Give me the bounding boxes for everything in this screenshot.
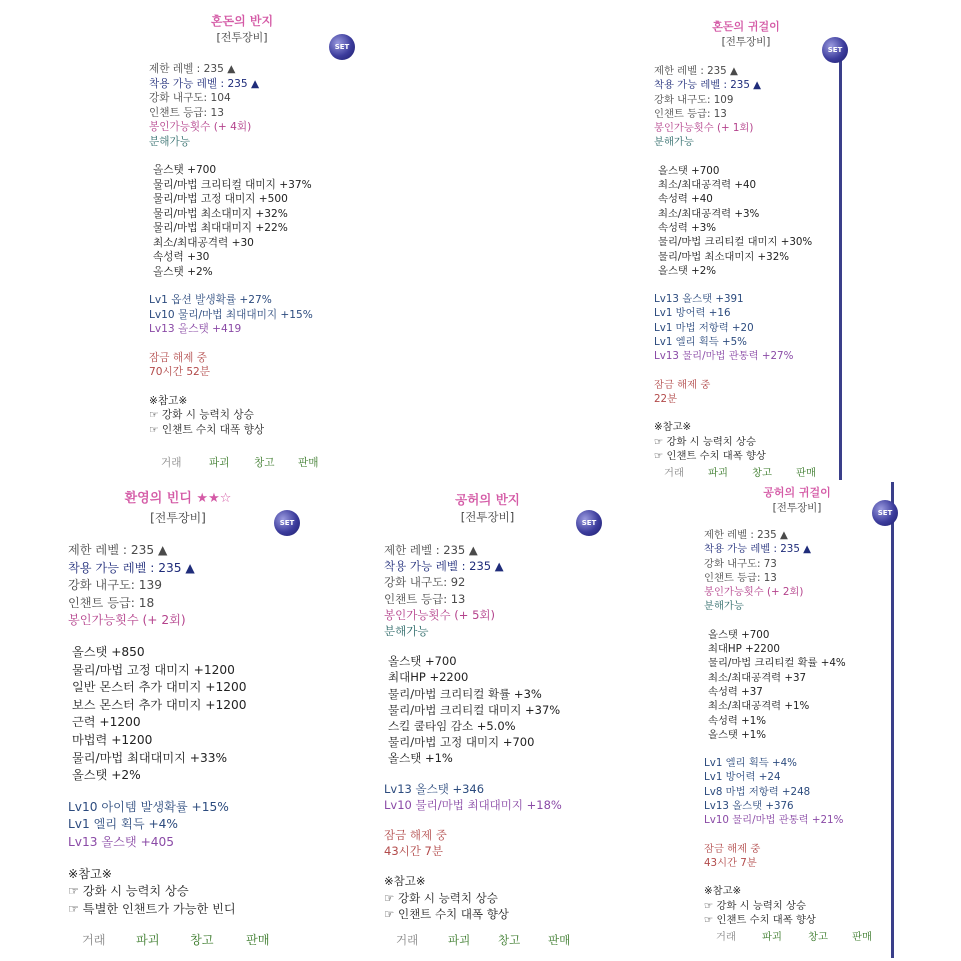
- note-line: ☞ 강화 시 능력치 상승: [68, 884, 189, 899]
- stat-line: 올스탯 +700: [708, 628, 770, 641]
- destroy-button[interactable]: 파괴: [136, 933, 160, 947]
- stat-line: 물리/마법 고정 대미지 +1200: [72, 662, 235, 677]
- note-title: ※참고※: [704, 885, 742, 898]
- item-title: 혼돈의 반지: [210, 14, 274, 28]
- note-title: ※참고※: [384, 874, 426, 889]
- stat-line: 물리/마법 최대대미지 +22%: [153, 222, 288, 234]
- set-icon[interactable]: SET: [329, 34, 355, 60]
- durability: 강화 내구도: 92: [384, 575, 466, 590]
- lock-time: 70시간 52분: [149, 366, 211, 378]
- trade-button[interactable]: 거래: [161, 457, 182, 469]
- note-title: ※참고※: [149, 394, 188, 407]
- stat-line: 최소/최대공격력 +30: [153, 236, 254, 249]
- stat-line: 최소/최대공격력 +1%: [708, 700, 810, 713]
- durability: 강화 내구도: 109: [654, 93, 734, 106]
- item-category: [전투장비]: [150, 511, 206, 525]
- note-title: ※참고※: [654, 421, 692, 434]
- sell-button[interactable]: 판매: [298, 457, 319, 469]
- stat-line: 속성력 +37: [708, 685, 763, 698]
- option-line: Lv1 옵션 발생확률 +27%: [149, 294, 272, 306]
- storage-button[interactable]: 창고: [254, 457, 275, 469]
- stat-line: 최대HP +2200: [708, 643, 780, 656]
- item-tooltip-chaos-earring: [650, 4, 842, 480]
- option-line: Lv13 물리/마법 관통력 +27%: [654, 350, 794, 363]
- stat-line: 최소/최대공격력 +3%: [658, 207, 760, 220]
- disassemble-flag: 분해가능: [384, 624, 429, 639]
- stat-line: 물리/마법 크리티컬 대미지 +30%: [658, 236, 813, 249]
- item-tooltip-phantom-bindi: [62, 484, 294, 958]
- destroy-button[interactable]: 파괴: [448, 933, 471, 947]
- stat-line: 물리/마법 고정 대미지 +500: [153, 193, 288, 205]
- enchant-grade: 인챈트 등급: 13: [654, 107, 727, 120]
- item-title: 공허의 반지: [455, 492, 520, 507]
- stat-line: 속성력 +30: [153, 251, 210, 263]
- note-line: ☞ 강화 시 능력치 상승: [654, 435, 756, 448]
- item-tooltip-void-ring: [380, 484, 595, 958]
- lock-time: 22분: [654, 392, 678, 405]
- lock-status: 잠금 해제 중: [704, 842, 761, 855]
- sell-button[interactable]: 판매: [548, 933, 571, 947]
- item-menu: [716, 930, 872, 944]
- durability: 강화 내구도: 139: [68, 578, 162, 593]
- stat-line: 물리/마법 최대대미지 +33%: [72, 750, 228, 765]
- item-tooltip-chaos-ring: [143, 4, 350, 478]
- option-line: Lv13 올스탯 +391: [654, 293, 744, 306]
- stat-line: 물리/마법 크리티컬 대미지 +37%: [388, 702, 561, 717]
- sell-button[interactable]: 판매: [852, 931, 872, 943]
- seal-count: 봉인가능횟수 (+ 1회): [654, 122, 754, 135]
- trade-button[interactable]: 거래: [82, 933, 106, 947]
- enchant-grade: 인챈트 등급: 13: [149, 106, 224, 119]
- window-frame: [891, 482, 894, 958]
- option-line: Lv13 올스탯 +346: [384, 781, 485, 796]
- window-frame: [839, 44, 842, 480]
- storage-button[interactable]: 창고: [498, 933, 521, 947]
- item-category: [전투장비]: [460, 510, 515, 524]
- stat-line: 스킬 쿨타임 감소 +5.0%: [388, 719, 516, 734]
- stat-line: 속성력 +1%: [708, 714, 767, 727]
- note-line: ☞ 인챈트 수치 대폭 향상: [654, 449, 766, 462]
- disassemble-flag: 분해가능: [704, 600, 744, 613]
- storage-button[interactable]: 창고: [752, 467, 772, 479]
- lock-status: 잠금 해제 중: [654, 378, 711, 391]
- item-menu: [664, 466, 816, 480]
- stat-line: 물리/마법 최소대미지 +32%: [658, 250, 790, 263]
- stat-line: 올스탯 +2%: [153, 265, 213, 278]
- option-line: Lv13 올스탯 +405: [68, 834, 175, 849]
- note-line: ☞ 특별한 인챈트가 가능한 빈디: [68, 901, 236, 916]
- note-line: ☞ 인챈트 수치 대폭 향상: [149, 423, 265, 436]
- set-icon[interactable]: SET: [274, 510, 300, 536]
- note-line: ☞ 강화 시 능력치 상승: [149, 409, 254, 421]
- stat-line: 속성력 +3%: [658, 221, 717, 234]
- equip-level: 착용 가능 레벨 : 235 ▲: [654, 79, 762, 92]
- storage-button[interactable]: 창고: [190, 933, 214, 947]
- stat-line: 올스탯 +2%: [72, 768, 141, 783]
- required-level: 제한 레벨 : 235 ▲: [654, 65, 738, 77]
- lock-time: 43시간 7분: [704, 856, 757, 869]
- note-title: ※참고※: [68, 866, 112, 881]
- lock-status: 잠금 해제 중: [149, 351, 207, 364]
- item-category: [전투장비]: [772, 502, 822, 514]
- stat-line: 올스탯 +2%: [658, 264, 717, 277]
- note-line: ☞ 인챈트 수치 대폭 향상: [704, 913, 816, 926]
- stat-line: 올스탯 +1%: [708, 728, 767, 741]
- stat-line: 최소/최대공격력 +40: [658, 179, 757, 192]
- stat-line: 물리/마법 크리티컬 확률 +4%: [708, 657, 846, 670]
- stat-line: 물리/마법 최소대미지 +32%: [153, 207, 288, 220]
- item-title: 환영의 빈디 ★★☆: [124, 491, 232, 506]
- equip-level: 착용 가능 레벨 : 235 ▲: [384, 559, 504, 574]
- item-menu: [82, 932, 270, 950]
- item-category: [전투장비]: [721, 36, 771, 48]
- option-line: Lv10 아이템 발생확률 +15%: [68, 799, 229, 814]
- set-icon[interactable]: SET: [872, 500, 898, 526]
- stat-line: 최소/최대공격력 +37: [708, 671, 807, 684]
- sell-button[interactable]: 판매: [246, 933, 270, 947]
- option-line: Lv1 마법 저항력 +20: [654, 321, 754, 334]
- stat-line: 보스 몬스터 추가 대미지 +1200: [72, 697, 247, 712]
- disassemble-flag: 분해가능: [654, 136, 694, 149]
- required-level: 제한 레벨 : 235 ▲: [704, 529, 788, 541]
- set-icon[interactable]: SET: [822, 37, 848, 63]
- stat-line: 물리/마법 크리티컬 확률 +3%: [388, 686, 542, 701]
- note-line: ☞ 강화 시 능력치 상승: [384, 890, 498, 905]
- seal-count: 봉인가능횟수 (+ 2회): [704, 586, 804, 599]
- required-level: 제한 레벨 : 235 ▲: [149, 63, 236, 75]
- enchant-grade: 인챈트 등급: 18: [68, 595, 155, 610]
- required-level: 제한 레벨 : 235 ▲: [384, 543, 478, 557]
- item-title: 혼돈의 귀걸이: [712, 20, 780, 33]
- option-line: Lv1 엘리 획득 +5%: [654, 336, 747, 349]
- note-line: ☞ 인챈트 수치 대폭 향상: [384, 906, 509, 921]
- durability: 강화 내구도: 104: [149, 92, 231, 104]
- option-line: Lv1 방어력 +24: [704, 771, 781, 784]
- option-line: Lv8 마법 저항력 +248: [704, 785, 811, 798]
- option-line: Lv13 올스탯 +376: [704, 800, 794, 813]
- equip-level: 착용 가능 레벨 : 235 ▲: [68, 560, 195, 575]
- option-line: Lv10 물리/마법 관통력 +21%: [704, 814, 844, 827]
- seal-count: 봉인가능횟수 (+ 5회): [384, 607, 495, 622]
- seal-count: 봉인가능횟수 (+ 4회): [149, 121, 252, 133]
- stat-line: 속성력 +40: [658, 193, 713, 206]
- trade-button[interactable]: 거래: [396, 933, 419, 947]
- item-menu: [396, 932, 570, 948]
- seal-count: 봉인가능횟수 (+ 2회): [68, 613, 186, 628]
- enchant-grade: 인챈트 등급: 13: [384, 591, 466, 606]
- stat-line: 올스탯 +850: [72, 644, 145, 659]
- required-level: 제한 레벨 : 235 ▲: [68, 543, 168, 557]
- option-line: Lv1 방어력 +16: [654, 307, 731, 320]
- item-category: [전투장비]: [216, 31, 268, 44]
- stat-line: 일반 몬스터 추가 대미지 +1200: [72, 680, 247, 695]
- trade-button[interactable]: 거래: [716, 931, 736, 943]
- stat-line: 물리/마법 크리티컬 대미지 +37%: [153, 178, 312, 191]
- stat-line: 물리/마법 고정 대미지 +700: [388, 735, 535, 750]
- equip-level: 착용 가능 레벨 : 235 ▲: [149, 77, 260, 90]
- option-line: Lv10 물리/마법 최대대미지 +15%: [149, 308, 313, 321]
- lock-time: 43시간 7분: [384, 844, 443, 859]
- note-line: ☞ 강화 시 능력치 상승: [704, 899, 806, 912]
- destroy-button[interactable]: 파괴: [209, 457, 230, 469]
- equip-level: 착용 가능 레벨 : 235 ▲: [704, 543, 812, 556]
- destroy-button[interactable]: 파괴: [708, 467, 728, 479]
- lock-status: 잠금 해제 중: [384, 828, 447, 843]
- option-line: Lv1 엘리 획득 +4%: [704, 757, 797, 770]
- destroy-button[interactable]: 파괴: [762, 931, 782, 943]
- set-icon[interactable]: SET: [576, 510, 602, 536]
- enchant-grade: 인챈트 등급: 13: [704, 571, 777, 584]
- item-title: 공허의 귀걸이: [763, 486, 831, 499]
- stat-line: 올스탯 +700: [388, 654, 457, 669]
- item-tooltip-void-earring: [700, 482, 894, 958]
- trade-button[interactable]: 거래: [664, 467, 684, 479]
- stat-line: 올스탯 +700: [153, 164, 217, 176]
- storage-button[interactable]: 창고: [808, 931, 828, 943]
- durability: 강화 내구도: 73: [704, 557, 777, 570]
- option-line: Lv13 올스탯 +419: [149, 323, 242, 335]
- item-menu: [161, 456, 318, 471]
- option-line: Lv1 엘리 획득 +4%: [68, 817, 179, 832]
- stat-line: 올스탯 +1%: [388, 751, 453, 766]
- stat-line: 올스탯 +700: [658, 164, 720, 177]
- stat-line: 마법력 +1200: [72, 732, 153, 747]
- stat-line: 최대HP +2200: [388, 670, 469, 685]
- stat-line: 근력 +1200: [72, 715, 141, 730]
- disassemble-flag: 분해가능: [149, 135, 190, 148]
- sell-button[interactable]: 판매: [796, 467, 816, 479]
- option-line: Lv10 물리/마법 최대대미지 +18%: [384, 797, 562, 812]
